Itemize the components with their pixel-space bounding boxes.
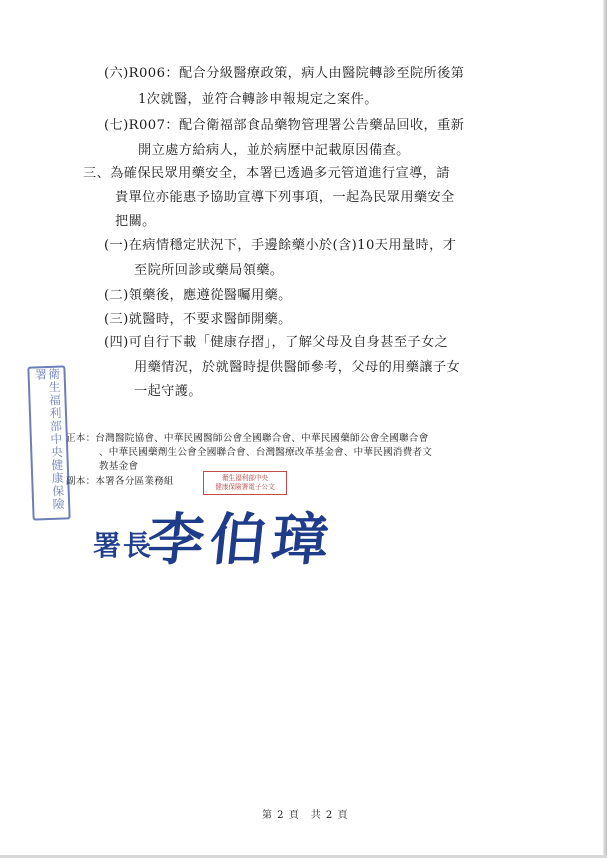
signature-title: 署長 [93, 529, 154, 562]
section3-line3: 把關。 [115, 214, 156, 229]
page-edge-shadow [603, 0, 607, 858]
side-seal-stamp: 衛生福利部中央健康保險署 [27, 365, 70, 520]
sub1-line2: 至院所回診或藥局領藥。 [134, 263, 284, 278]
distribution-copy-line: 副本：本署各分區業務組 [66, 476, 174, 487]
signature-name: 李伯璋 [144, 507, 338, 573]
sub4-line2: 用藥情況，於就醫時提供醫師參考，父母的用藥讓子女 [134, 360, 461, 375]
sub1-line1: (一)在病情穩定狀況下，手邊餘藥小於(含)10天用量時，才 [104, 238, 457, 253]
small-red-stamp [203, 471, 287, 495]
section3-line2: 貴單位亦能惠予協助宣導下列事項，一起為民眾用藥安全 [115, 190, 455, 205]
page-number: 第 2 頁 共 2 頁 [262, 810, 349, 821]
section3-line1: 三、為確保民眾用藥安全，本署已透過多元管道進行宣導，請 [83, 166, 450, 181]
item6-line1: (六)R006：配合分級醫療政策，病人由醫院轉診至院所後第 [104, 66, 465, 81]
item7-line2: 開立處方給病人，並於病歷中記載原因備查。 [138, 143, 410, 158]
distribution-main-line2: 、中華民國藥劑生公會全國聯合會、台灣醫療改革基金會、中華民國消費者文 [99, 447, 432, 458]
sub4-line1: (四)可自行下載「健康存摺」，了解父母及自身甚至子女之 [104, 335, 449, 350]
item7-line1: (七)R007：配合衛福部食品藥物管理署公告藥品回收，重新 [104, 118, 465, 133]
sub3-line: (三)就醫時，不要求醫師開藥。 [104, 312, 292, 327]
distribution-main-line1: 正本：台灣醫院協會、中華民國醫師公會全國聯合會、中華民國藥師公會全國聯合會 [66, 433, 429, 444]
distribution-main-line3: 教基金會 [99, 461, 139, 472]
stamp-line1: 衛生福利部中央 [221, 474, 269, 482]
sub4-line3: 一起守護。 [134, 384, 202, 399]
item6-line2: 1次就醫，並符合轉診申報規定之案件。 [138, 92, 378, 107]
stamp-line2: 健康保險署電子公文 [215, 483, 275, 491]
sub2-line: (二)領藥後，應遵從醫囑用藥。 [104, 288, 292, 303]
